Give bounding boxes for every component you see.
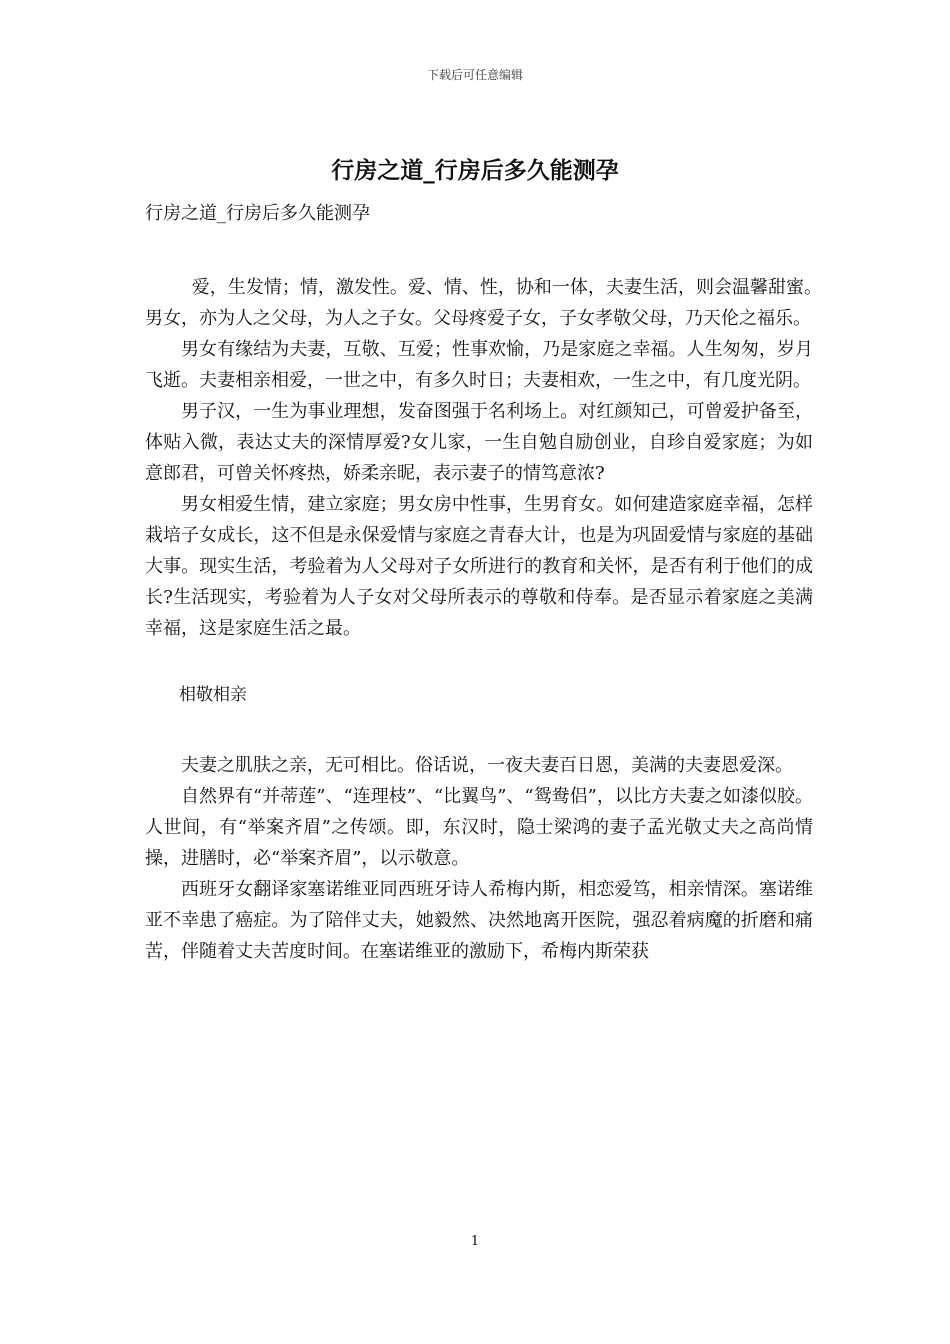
body-paragraph: 男女相爱生情，建立家庭；男女房中性事，生男育女。如何建造家庭幸福，怎样栽培子女成长，这不但是永保爱情与家庭之青春大计，也是为巩固爱情与家庭的基础大事。现实生活，考验着为人父母对子女所进行的教育和关怀，是否有利于他们的成长?生活现实，考验着为人子女对父母所表示的尊敬和侍奉。是否显示着家庭之美满幸福，这是家庭生活之最。 [145, 494, 813, 639]
body-paragraph: 夫妻之肌肤之亲，无可相比。俗话说，一夜夫妻百日恩，美满的夫妻恩爱深。 [181, 755, 793, 776]
body-paragraph: 男子汉，一生为事业理想，发奋图强于名利场上。对红颜知己，可曾爱护备至，体贴入微，表达丈夫的深情厚爱?女儿家，一生自勉自励创业，自珍自爱家庭；为如意郎君，可曾关怀疼热，娇柔亲昵，表示妻子的情笃意浓? [145, 401, 813, 484]
page-number: 1 [470, 1234, 480, 1249]
body-paragraph: 自然界有“并蒂莲”、“连理枝”、“比翼鸟”、“鸳鸯侣”，以比方夫妻之如漆似胶。人世间，有“举案齐眉”之传颂。即，东汉时，隐士梁鸿的妻子孟光敬丈夫之高尚情操，进膳时，必“举案齐眉”，以示敬意。 [145, 786, 813, 869]
section-heading: 相敬相亲 [179, 685, 247, 705]
document-body [145, 198, 837, 967]
body-paragraph: 西班牙女翻译家塞诺维亚同西班牙诗人希梅内斯，相恋爱笃，相亲情深。塞诺维亚不幸患了癌症。为了陪伴丈夫，她毅然、决然地离开医院，强忍着病魔的折磨和痛苦，伴随着丈夫苦度时间。在塞诺维亚的激励下，希梅内斯荣获 [145, 879, 813, 962]
document-title: 行房之道_行房后多久能测孕 [331, 157, 619, 184]
page-header: 下载后可任意编辑 [426, 68, 523, 82]
document-subtitle: 行房之道_行房后多久能测孕 [145, 203, 370, 224]
body-paragraph: 男女有缘结为夫妻，互敬、互爱；性事欢愉，乃是家庭之幸福。人生匆匆，岁月飞逝。夫妻相亲相爱，一世之中，有多久时日；夫妻相欢，一生之中，有几度光阴。 [145, 339, 813, 391]
body-paragraph: 爱，生发情；情，激发性。爱、情、性，协和一体，夫妻生活，则会温馨甜蜜。 男女，亦为人之父母，为人之子女。父母疼爱子女，子女孝敬父母，乃天伦之福乐。 [145, 277, 837, 329]
